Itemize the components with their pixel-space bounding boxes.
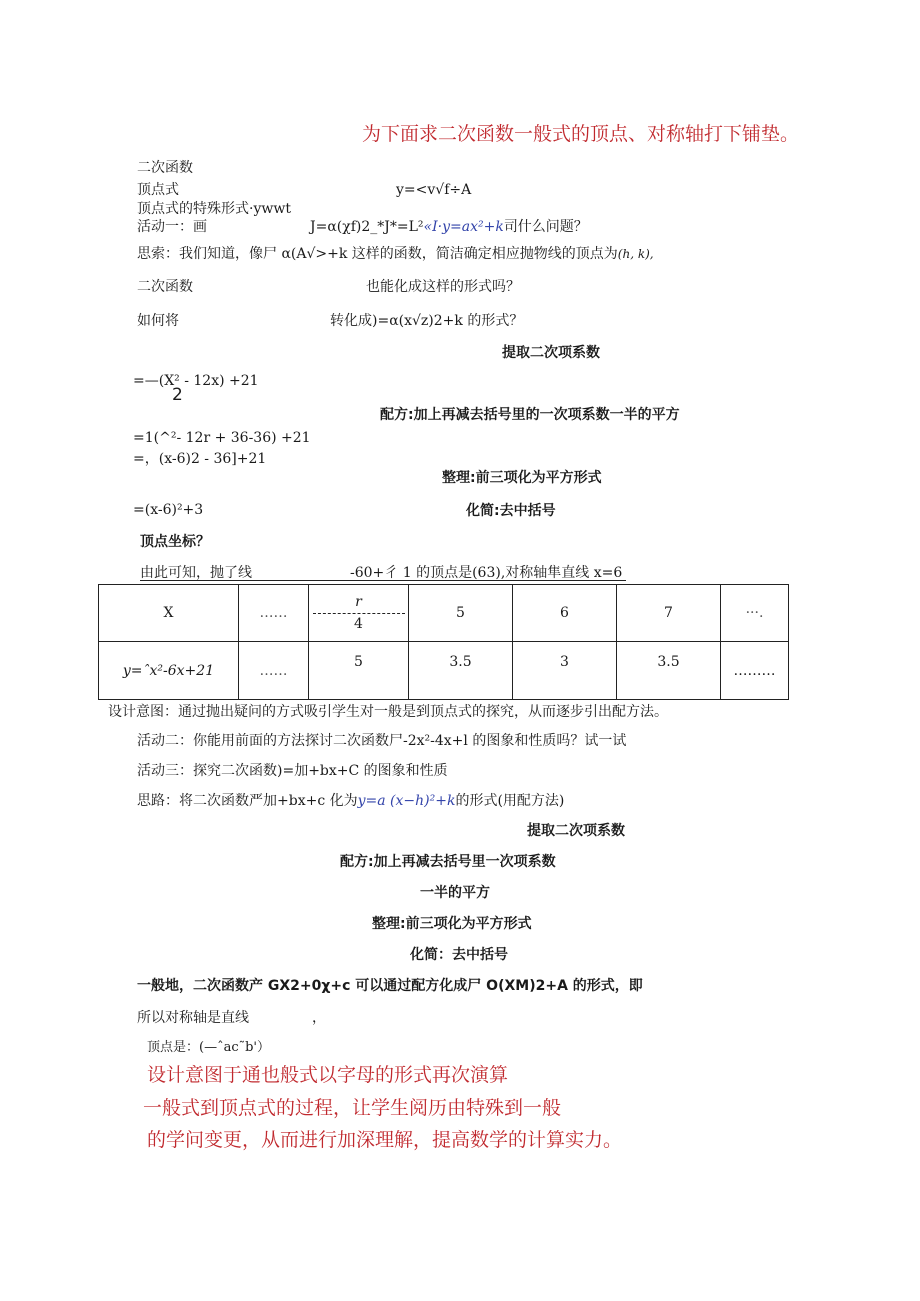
equation-1-denominator: 2: [172, 385, 183, 405]
fraction: [313, 594, 405, 633]
title-line: 为下面求二次函数一般式的顶点、对称轴打下铺垫。: [362, 123, 800, 145]
intro-line-7-left: 如何将: [137, 313, 179, 329]
equation-1: =—(X² - 12x) +21: [133, 373, 259, 389]
design-intent-2-line-1: 设计意图于通也般式以字母的形式再次演算: [147, 1064, 509, 1086]
table-cell: 5: [309, 642, 409, 700]
table-cell: ···.: [721, 585, 789, 642]
activity-1-formula-a: J=α(χf)2_*J*=L²: [310, 219, 424, 235]
axis-line: 所以对称轴是直线: [137, 1010, 249, 1026]
table-cell: 3.5: [409, 642, 513, 700]
conclusion-left: 由此可知，抛了线: [140, 565, 252, 581]
vertex-line: 顶点是：(—ˆac˜b'）: [147, 1040, 270, 1055]
equation-3: =，(x-6)2 - 36]+21: [133, 451, 267, 467]
conclusion-right: -60+彳 1 的顶点是(63),对称轴隼直线 x=6: [350, 565, 623, 581]
thinking-2-right: 的形式(用配方法): [455, 793, 565, 809]
table-cell-y-label: y=ˆx²-6x+21: [99, 642, 239, 700]
design-intent-2-line-2: 一般式到顶点式的过程，让学生阅历由特殊到一般: [143, 1097, 562, 1119]
intro-line-7-right: 转化成)=α(x√z)2+k 的形式？: [330, 313, 524, 329]
thinking-2-formula: y=a (x−h)²+k: [357, 793, 456, 809]
fraction-numerator: r: [355, 593, 362, 610]
axis-comma: ，: [312, 1010, 326, 1026]
table-cell: 5: [409, 585, 513, 642]
activity-1-label: 活动一：画: [137, 219, 207, 235]
intro-line-3: 顶点式的特殊形式·ywwt: [137, 201, 291, 217]
table-cell-x-label: X: [99, 585, 239, 642]
intro-line-2-right: y=<v√f÷A: [396, 182, 472, 198]
step-complete-square: 配方:加上再减去括号里的一次项系数一半的平方: [380, 407, 680, 423]
step2-simplify: 化简：去中括号: [410, 947, 508, 963]
intro-line-6-left: 二次函数: [137, 279, 193, 295]
vertex-hk: (h, k),: [617, 247, 654, 261]
activity-1-formula-b: «I·y=ax²+k: [423, 219, 504, 235]
table-cell: 3.5: [617, 642, 721, 700]
table-cell: ……: [239, 642, 309, 700]
table-cell: ……: [239, 585, 309, 642]
step2-rearrange: 整理:前三项化为平方形式: [372, 916, 532, 932]
activity-3: 活动三：探究二次函数)=加+bx+C 的图象和性质: [137, 763, 448, 779]
activity-1-formula: [310, 219, 588, 236]
table-cell-fraction: [309, 585, 409, 642]
step2-extract: 提取二次项系数: [527, 823, 625, 839]
table-cell: 3: [513, 642, 617, 700]
table-row: [99, 585, 789, 642]
table-cell: 6: [513, 585, 617, 642]
step-simplify: 化简:去中括号: [466, 503, 556, 519]
intro-line-6-right: 也能化成这样的形式吗？: [366, 279, 520, 295]
table-cell: 7: [617, 585, 721, 642]
design-intent-1: 设计意图：通过抛出疑问的方式吸引学生对一般是到顶点式的探究，从而逐步引出配方法。: [108, 704, 668, 720]
activity-2: 活动二：你能用前面的方法探讨二次函数尸-2x²-4x+l 的图象和性质吗？试一试: [137, 733, 627, 749]
step-rearrange: 整理:前三项化为平方形式: [442, 470, 602, 486]
conclusion-underline: [140, 580, 626, 581]
value-table: [98, 584, 789, 700]
fraction-line: [313, 613, 405, 614]
intro-line-1: 二次函数: [137, 160, 193, 176]
thinking-line: [137, 246, 654, 263]
step2-complete-square: 配方:加上再减去括号里一次项系数: [340, 854, 556, 870]
vertex-question: 顶点坐标？: [140, 534, 210, 550]
thinking-2: [137, 793, 564, 810]
thinking-text: 思索：我们知道，像尸 α(A√>+k 这样的函数，简洁确定相应抛物线的顶点为: [137, 246, 618, 262]
thinking-2-left: 思路：将二次函数严加+bx+c 化为: [137, 793, 358, 809]
fraction-denominator: 4: [354, 615, 363, 632]
equation-4: =(x-6)²+3: [133, 502, 204, 518]
intro-line-2-left: 顶点式: [137, 182, 179, 198]
table-row: [99, 642, 789, 700]
equation-2: =1(^²- 12r + 36-36) +21: [133, 430, 311, 446]
design-intent-2-line-3: 的学问变更，从而进行加深理解，提高数学的计算实力。: [147, 1129, 623, 1151]
step2-half-square: 一半的平方: [420, 885, 490, 901]
table-cell: ………: [721, 642, 789, 700]
activity-1-formula-end: 司什么问题？: [503, 219, 588, 235]
step-extract-coefficient: 提取二次项系数: [502, 345, 600, 361]
general-statement: 一般地，二次函数产 GX2+0χ+c 可以通过配方化成尸 O(XM)2+A 的形式，即: [137, 978, 643, 994]
